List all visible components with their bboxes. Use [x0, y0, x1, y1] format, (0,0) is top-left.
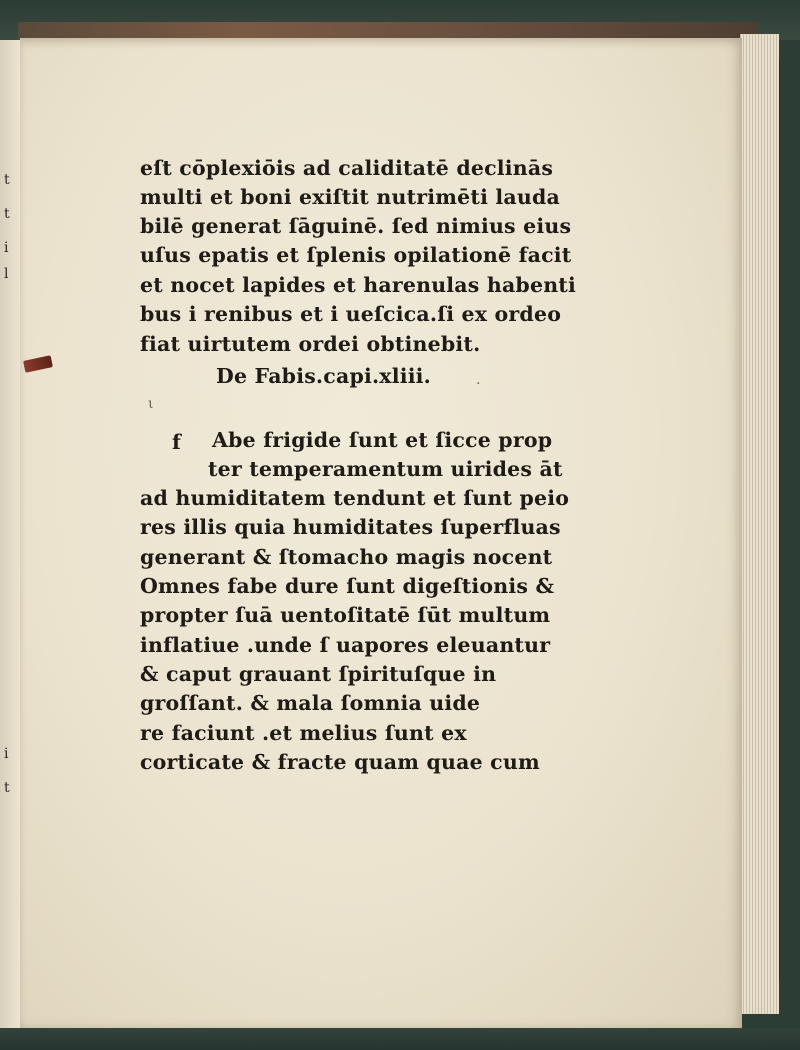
text-line: ad humiditatem tendunt et ſunt peio: [140, 486, 570, 510]
text-line: Omnes fabe dure ſunt digeſtionis &: [140, 574, 555, 598]
text-line: et nocet lapides et harenulas habenti: [140, 273, 576, 297]
left-leaf: [0, 40, 21, 1030]
text-line: & caput grauant ſpirituſque in: [140, 662, 497, 686]
leaf-mark: i: [4, 240, 9, 256]
text-line: re faciunt .et melius ſunt ex: [140, 721, 467, 745]
initial-guide-letter: f: [172, 430, 181, 454]
leaf-mark: t: [4, 780, 10, 796]
text-line: uſus epatis et ſplenis opilationē facit: [140, 243, 572, 267]
text-line: inflatiue .unde ſ uapores eleuantur: [140, 633, 551, 657]
text-line: generant & ſtomacho magis nocent: [140, 545, 553, 569]
leaf-mark: i: [4, 746, 9, 762]
page-speck: .: [476, 372, 481, 388]
text-line: groſſant. & mala ſomnia uide: [140, 691, 481, 715]
page-edges: [740, 34, 779, 1014]
board-bottom: [0, 1028, 800, 1050]
chapter-heading: De Fabis.capi.xliii.: [216, 364, 432, 388]
leaf-mark: t: [4, 172, 10, 188]
text-line: eſt cōplexiōis ad caliditatē declinās: [140, 156, 554, 180]
page-speck: ι: [148, 396, 154, 412]
text-line: res illis quia humiditates ſuperfluas: [140, 515, 561, 539]
leaf-mark: t: [4, 206, 10, 222]
text-line: multi et boni exiſtit nutrimēti lauda: [140, 185, 560, 209]
text-line: fiat uirtutem ordei obtinebit.: [140, 332, 481, 356]
leaf-mark: l: [4, 266, 9, 282]
text-line: ter temperamentum uirides āt: [208, 457, 563, 481]
text-line: Abe frigide ſunt et ſicce prop: [212, 428, 553, 452]
text-line: corticate & fracte quam quae cum: [140, 750, 540, 774]
text-line: propter ſuā uentoſitatē ſūt multum: [140, 603, 551, 627]
text-line: bilē generat ſāguinē. ſed nimius eius: [140, 214, 572, 238]
text-line: bus i renibus et i ueſcica.ſi ex ordeo: [140, 302, 562, 326]
